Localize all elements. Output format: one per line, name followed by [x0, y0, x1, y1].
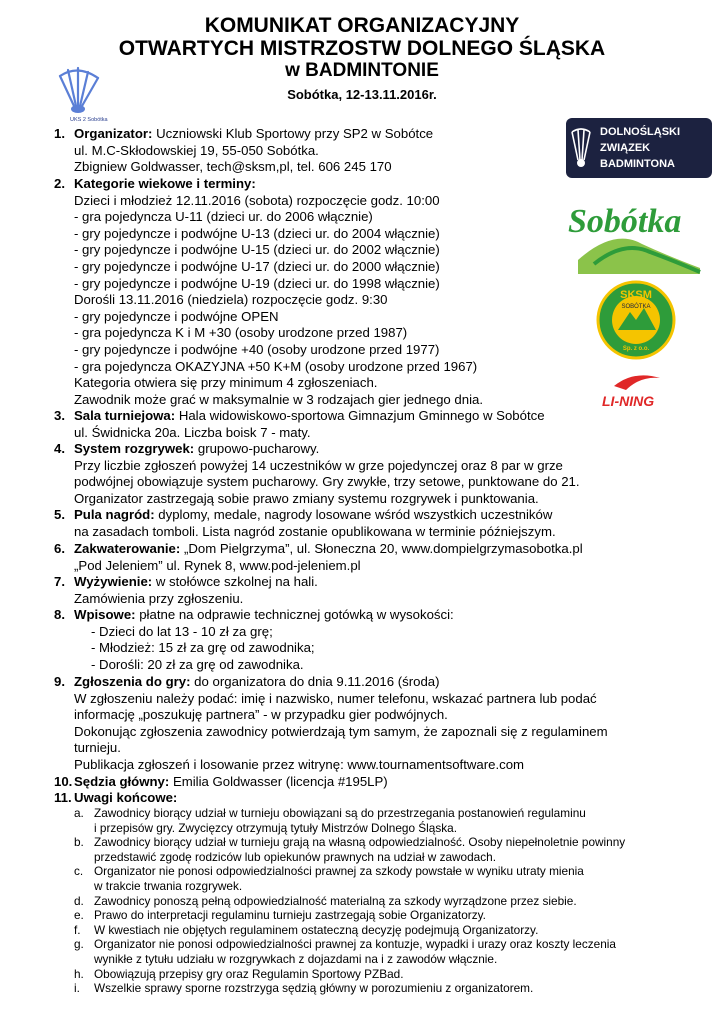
category-line: - gra pojedyncza OKAZYJNA +50 K+M (osoby urodzone przed 1967): [74, 358, 478, 374]
note-text: Zawodnicy ponoszą pełną odpowiedzialność materialną za szkody wyrządzone przez siebie.: [94, 893, 577, 908]
note-letter: e.: [74, 908, 84, 923]
entries-deadline: do organizatora do dnia 9.11.2016 (środa): [194, 674, 440, 689]
organizer-name: Uczniowski Klub Sportowy przy SP2 w Sobótce: [156, 126, 434, 141]
category-line: Dzieci i młodzież 12.11.2016 (sobota) rozpoczęcie godz. 10:00: [74, 192, 440, 208]
event-date-location: Sobótka, 12-13.11.2016r.: [287, 87, 437, 102]
section-categories: [54, 176, 604, 408]
system-type: grupowo-pucharowy.: [197, 441, 320, 456]
category-line: - gry pojedyncze i podwójne U-15 (dzieci ur. do 2002 włącznie): [74, 242, 440, 258]
note-item: [74, 806, 714, 835]
organizer-contact: Zbigniew Goldwasser, tech@sksm,pl, tel. 606 245 170: [74, 159, 392, 175]
note-item: [74, 894, 714, 909]
system-line: Przy liczbie zgłoszeń powyżej 14 uczestników w grze pojedynczej oraz 8 par w grze: [74, 457, 563, 473]
section-system: [54, 441, 604, 507]
category-line: - gry pojedyncze i podwójne U-17 (dzieci ur. do 2000 włącznie): [74, 258, 440, 274]
sksm-logo: [596, 280, 676, 360]
note-letter: g.: [74, 937, 84, 952]
prizes-line: na zasadach tomboli. Lista nagród zostanie opublikowana w terminie późniejszym.: [74, 523, 556, 539]
section-accommodation: [54, 541, 604, 574]
section-label: Zgłoszenia do gry:: [74, 674, 191, 689]
entries-line: informację „poszukuję partnera” - w przypadku gier podwójnych.: [74, 707, 448, 723]
section-number: 11.: [54, 790, 72, 805]
category-line: - gry pojedyncze i podwójne U-13 (dzieci ur. do 2004 włącznie): [74, 225, 440, 241]
note-text: Organizator nie ponosi odpowiedzialności prawnej za szkody powstałe w wyniku utraty mienia: [94, 864, 584, 879]
category-line: - gry pojedyncze i podwójne OPEN: [74, 308, 279, 324]
catering-line: Zamówienia przy zgłoszeniu.: [74, 590, 244, 606]
note-item: [74, 923, 714, 938]
section-label: Pula nagród:: [74, 507, 155, 522]
note-letter: a.: [74, 806, 84, 820]
note-item: [74, 981, 714, 996]
uks-logo-text: UKS 2 Sobótka: [70, 117, 108, 123]
note-text: i przepisów gry. Zwycięzcy otrzymują tytuły Mistrzów Dolnego Śląska.: [94, 820, 457, 835]
fee-line: - Młodzież: 15 zł za grę od zawodnika;: [91, 640, 315, 656]
category-line: - gry pojedyncze i podwójne U-19 (dzieci ur. do 1998 włącznie): [74, 275, 440, 291]
fee-line: - Dorośli: 20 zł za grę od zawodnika.: [91, 656, 304, 672]
section-number: 8.: [54, 607, 65, 622]
section-number: 10.: [54, 774, 73, 789]
fees-text: płatne na odprawie technicznej gotówką w wysokości:: [139, 607, 454, 622]
uks-shuttlecock-logo: [54, 66, 118, 124]
sksm-text: SKSM: [620, 289, 652, 301]
section-label: Zakwaterowanie:: [74, 541, 181, 556]
title-line-3: w BADMINTONIE: [285, 60, 439, 81]
section-venue: [54, 408, 604, 441]
entries-line: Dokonując zgłoszenia zawodnicy potwierdzają tym samym, że zapoznali się z regulaminem: [74, 723, 608, 739]
system-line: podwójnej obowiązuje system pucharowy. Gry zwykłe, trzy setowe, punktowane do 21.: [74, 474, 580, 490]
sobotka-text: Sobótka: [568, 203, 682, 240]
sksm-sub-text: SOBÓTKA: [621, 304, 651, 310]
system-line: Organizator zastrzegają sobie prawo zmiany systemu rozgrywek i punktowania.: [74, 490, 539, 506]
section-organizer: [54, 126, 604, 176]
section-number: 7.: [54, 574, 65, 589]
section-number: 9.: [54, 674, 65, 689]
note-item: [74, 908, 714, 923]
sksm-company-text: Sp. z o.o.: [622, 346, 650, 352]
referee-name: Emilia Goldwasser (licencja #195LP): [172, 774, 388, 789]
final-notes-list: [74, 806, 714, 996]
title-line-1: KOMUNIKAT ORGANIZACYJNY: [204, 14, 520, 37]
prizes-text: dyplomy, medale, nagrody losowane wśród wszystkich uczestników: [158, 507, 553, 522]
category-line: - gra pojedyncza U-11 (dzieci ur. do 2006 włącznie): [74, 209, 373, 225]
section-prizes: [54, 507, 604, 540]
note-letter: c.: [74, 864, 84, 879]
section-number: 1.: [54, 126, 65, 141]
organizer-address: ul. M.C-Skłodowskiej 19, 55-050 Sobótka.: [74, 142, 319, 158]
note-letter: f.: [74, 922, 81, 937]
note-letter: d.: [74, 893, 84, 908]
category-line: Dorośli 13.11.2016 (niedziela) rozpoczęcie godz. 9:30: [74, 292, 388, 308]
note-letter: h.: [74, 966, 84, 981]
section-label: System rozgrywek:: [74, 441, 195, 456]
note-text: przedstawić zgodę rodziców lub opiekunów prawnych na udział w zawodach.: [94, 849, 496, 864]
category-line: Kategoria otwiera się przy minimum 4 zgłoszeniach.: [74, 375, 378, 391]
note-item: [74, 937, 714, 966]
section-entries: [54, 674, 608, 774]
note-text: Obowiązują przepisy gry oraz Regulamin Sportowy PZBad.: [94, 966, 404, 981]
section-label: Sędzia główny:: [74, 774, 170, 789]
section-label: Wyżywienie:: [74, 574, 153, 589]
note-letter: i.: [74, 981, 80, 996]
category-line: Zawodnik może grać w maksymalnie w 3 rodzajach gier jednego dnia.: [74, 391, 484, 407]
note-text: Zawodnicy biorący udział w turnieju obowiązani są do przestrzegania postanowień regulaminu: [94, 806, 586, 820]
lining-text: LI-NING: [602, 393, 655, 409]
section-catering: [54, 574, 604, 607]
venue-address: ul. Świdnicka 20a. Liczba boisk 7 - maty.: [74, 424, 311, 440]
note-item: [74, 967, 714, 982]
dzb-text-3: BADMINTONA: [600, 158, 675, 170]
section-number: 6.: [54, 541, 65, 556]
section-referee: [54, 774, 604, 791]
note-text: W kwestiach nie objętych regulaminem ostateczną decyzję podejmują Organizatorzy.: [94, 922, 539, 937]
section-fees: [54, 607, 604, 673]
title-line-2: OTWARTYCH MISTRZOSTW DOLNEGO ŚLĄSKA: [118, 37, 606, 60]
fee-line: - Dzieci do lat 13 - 10 zł za grę;: [91, 623, 273, 639]
note-text: wynikłe z tytułu udziału w rozgrywkach z dojazdami na i z zawodów włącznie.: [94, 951, 498, 966]
dzb-text-2: ZWIĄZEK: [600, 142, 651, 154]
section-label: Uwagi końcowe:: [74, 790, 178, 805]
note-text: Prawo do interpretacji regulaminu turnieju zastrzegają sobie Organizatorzy.: [94, 908, 486, 923]
note-item: [74, 835, 714, 864]
section-number: 2.: [54, 176, 65, 191]
category-line: - gra pojedyncza K i M +30 (osoby urodzone przed 1987): [74, 325, 408, 341]
category-line: - gry pojedyncze i podwójne +40 (osoby urodzone przed 1977): [74, 341, 440, 357]
shuttlecock-icon: [54, 66, 118, 124]
section-number: 5.: [54, 507, 65, 522]
note-text: Organizator nie ponosi odpowiedzialności prawnej za kontuzje, wypadki i urazy oraz koszty leczenia: [94, 937, 616, 952]
section-number: 4.: [54, 441, 65, 456]
entries-line: turnieju.: [74, 740, 121, 756]
section-label: Kategorie wiekowe i terminy:: [74, 176, 256, 191]
note-text: Wszelkie sprawy sporne rozstrzyga sędzią główny w porozumieniu z organizatorem.: [94, 981, 534, 996]
section-label: Sala turniejowa:: [74, 408, 176, 423]
catering-text: w stołówce szkolnej na hali.: [155, 574, 318, 589]
section-label: Organizator:: [74, 126, 153, 141]
note-letter: b.: [74, 835, 84, 850]
accommodation-2[interactable]: „Pod Jeleniem” ul. Rynek 8, www.pod-jeleniem.pl: [74, 557, 361, 573]
note-item: [74, 864, 714, 893]
venue-name: Hala widowiskowo-sportowa Gimnazjum Gminnego w Sobótce: [178, 408, 545, 423]
section-number: 3.: [54, 408, 65, 423]
section-label: Wpisowe:: [74, 607, 136, 622]
note-text: Zawodnicy biorący udział w turnieju grają na własną odpowiedzialność. Osoby niepełnoletnie powinny: [94, 835, 626, 850]
entries-line: Publikacja zgłoszeń i losowanie przez witrynę: www.tournamentsoftware.com: [74, 756, 525, 772]
section-final-notes: [54, 790, 604, 807]
entries-line: W zgłoszeniu należy podać: imię i nazwisko, numer telefonu, wskazać partnera lub podać: [74, 690, 597, 706]
lining-logo: [594, 368, 684, 412]
accommodation-1[interactable]: „Dom Pielgrzyma”, ul. Słoneczna 20, www.dompielgrzymasobotka.pl: [183, 541, 583, 556]
dzb-text-1: DOLNOŚLĄSKI: [600, 126, 681, 138]
note-text: w trakcie trwania rozgrywek.: [94, 878, 243, 893]
